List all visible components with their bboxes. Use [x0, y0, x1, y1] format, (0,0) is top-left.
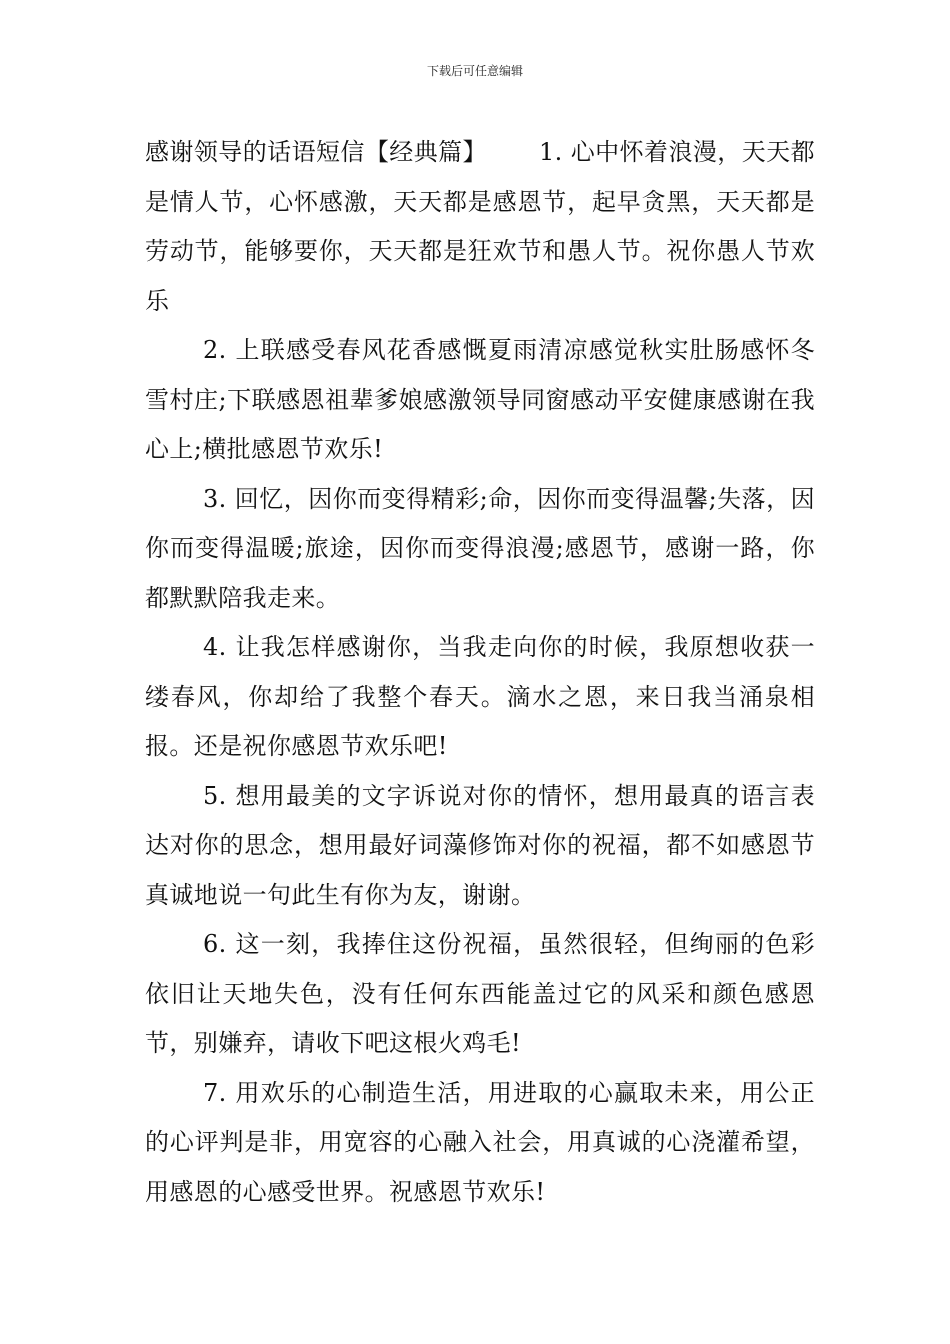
paragraph-1	[145, 128, 815, 326]
document-title: 感谢领导的话语短信【经典篇】	[145, 138, 487, 166]
paragraph-6: 6. 这一刻，我捧住这份祝福，虽然很轻，但绚丽的色彩依旧让天地失色，没有任何东西能盖过它的风采和颜色感恩节，别嫌弃，请收下吧这根火鸡毛!	[145, 930, 815, 1057]
document-body	[145, 128, 815, 1217]
paragraph-7: 7. 用欢乐的心制造生活，用进取的心赢取未来，用公正的心评判是非，用宽容的心融入社会，用真诚的心浇灌希望，用感恩的心感受世界。祝感恩节欢乐!	[145, 1078, 815, 1206]
paragraph-3: 3. 回忆，因你而变得精彩;命，因你而变得温馨;失落，因你而变得温暖;旅途，因你而变得浪漫;感恩节，感谢一路，你都默默陪我走来。	[145, 484, 815, 612]
item-1-text: 1. 心中怀着浪漫，天天都是情人节，心怀感激，天天都是感恩节，起早贪黑，天天都是劳动节，能够要你，天天都是狂欢节和愚人节。祝你愚人节欢乐	[145, 138, 815, 315]
paragraph-2: 2. 上联感受春风花香感慨夏雨清凉感觉秋实肚肠感怀冬雪村庄;下联感恩祖辈爹娘感激领导同窗感动平安健康感谢在我心上;横批感恩节欢乐!	[145, 336, 815, 463]
page-header-note: 下载后可任意编辑	[426, 64, 523, 78]
paragraph-4: 4. 让我怎样感谢你，当我走向你的时候，我原想收获一缕春风，你却给了我整个春天。滴水之恩，来日我当涌泉相报。还是祝你感恩节欢乐吧!	[145, 633, 815, 760]
paragraph-5: 5. 想用最美的文字诉说对你的情怀，想用最真的语言表达对你的思念，想用最好词藻修饰对你的祝福，都不如感恩节真诚地说一句此生有你为友，谢谢。	[145, 781, 815, 909]
